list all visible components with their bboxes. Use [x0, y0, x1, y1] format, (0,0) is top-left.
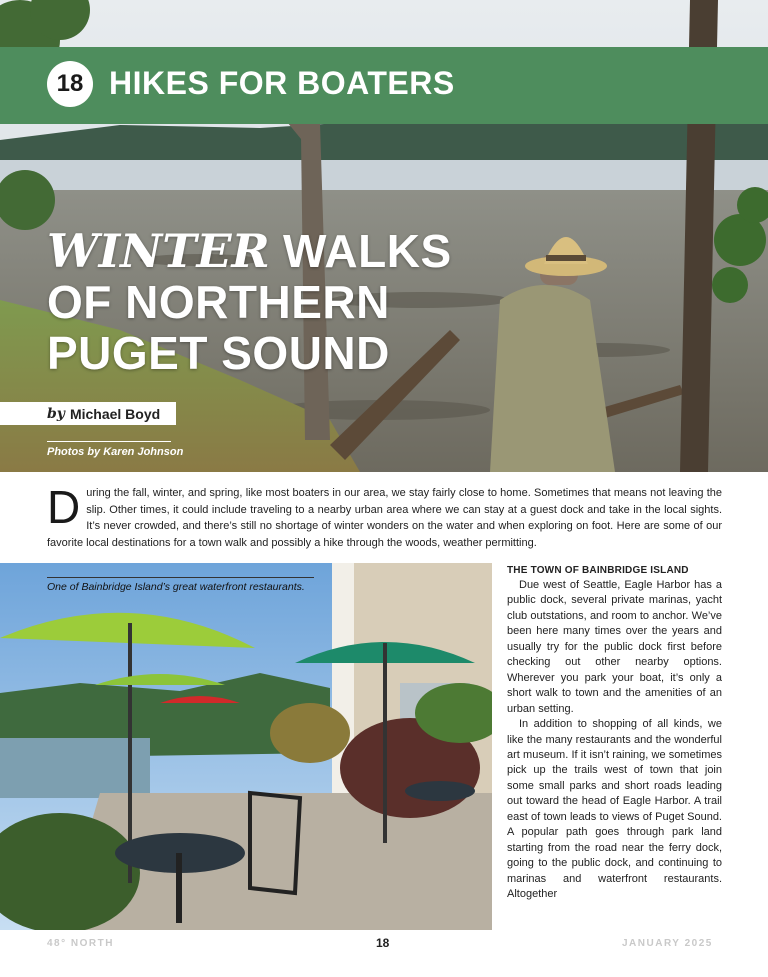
headline-line-3: PUGET SOUND [47, 327, 390, 379]
byline-author: Michael Boyd [69, 405, 161, 422]
section-banner [0, 47, 768, 124]
article-column [507, 563, 722, 903]
headline-accent-word: WINTER [47, 224, 270, 278]
banner-section-title: HIKES FOR BOATERS [109, 65, 455, 101]
footer-page-number: 18 [376, 936, 390, 950]
byline-by: by [47, 405, 65, 422]
intro-paragraph [47, 481, 722, 551]
caption-rule [47, 577, 314, 578]
headline-line-1 [47, 226, 452, 277]
byline [0, 402, 176, 425]
banner-page-number: 18 [47, 61, 93, 107]
restaurant-photo [0, 563, 492, 930]
photo-credit-rule [47, 441, 171, 442]
article-paragraph-1: Due west of Seattle, Eagle Harbor has a public dock, several private marinas, yacht club outstations, and room to anchor. We’ve been here many times over the years and usually try for the public dock first before checking out other nearby options. Wherever you park your boat, it’s only a short walk to town and the amenities of an urban setting. [507, 579, 722, 715]
section-heading: THE TOWN OF BAINBRIDGE ISLAND [507, 565, 689, 576]
headline-line-2: OF NORTHERN [47, 276, 390, 328]
photo-credit: Photos by Karen Johnson [47, 446, 184, 458]
headline-line-1-rest: WALKS [283, 225, 452, 277]
intro-text: uring the fall, winter, and spring, like most boaters in our area, we stay fairly close to home. Sometimes that means not leaving the slip. Other times, it could include traveling to a nearby urban area where we can stay at a guest dock and take in the local sights. It’s never crowded, and there’s still no shortage of winter wonders on the water and when exploring on foot. Here are some of our favorite local destinations for a town walk and possibly a hike through the woods, weather permitting. [47, 487, 722, 549]
drop-cap: D [47, 481, 81, 533]
photo-caption: One of Bainbridge Island’s great waterfront restaurants. [47, 581, 305, 593]
footer-publication: 48° NORTH [47, 938, 114, 949]
article-paragraph-2: In addition to shopping of all kinds, we like the many restaurants and the wonderful art museum. If it isn’t raining, we sometimes pick up the trails west of town that join some small parks and short roads leading out toward the head of Eagle Harbor. A trail east of town leads to views of Puget Sound. A popular path goes through park land starting from the road near the ferry dock, going to the public dock, and continuing to marinas and waterfront restaurants. Altogether [507, 718, 722, 901]
footer-issue-date: JANUARY 2025 [622, 938, 713, 949]
restaurant-photo-illustration [0, 563, 492, 930]
article-headline [47, 226, 452, 379]
